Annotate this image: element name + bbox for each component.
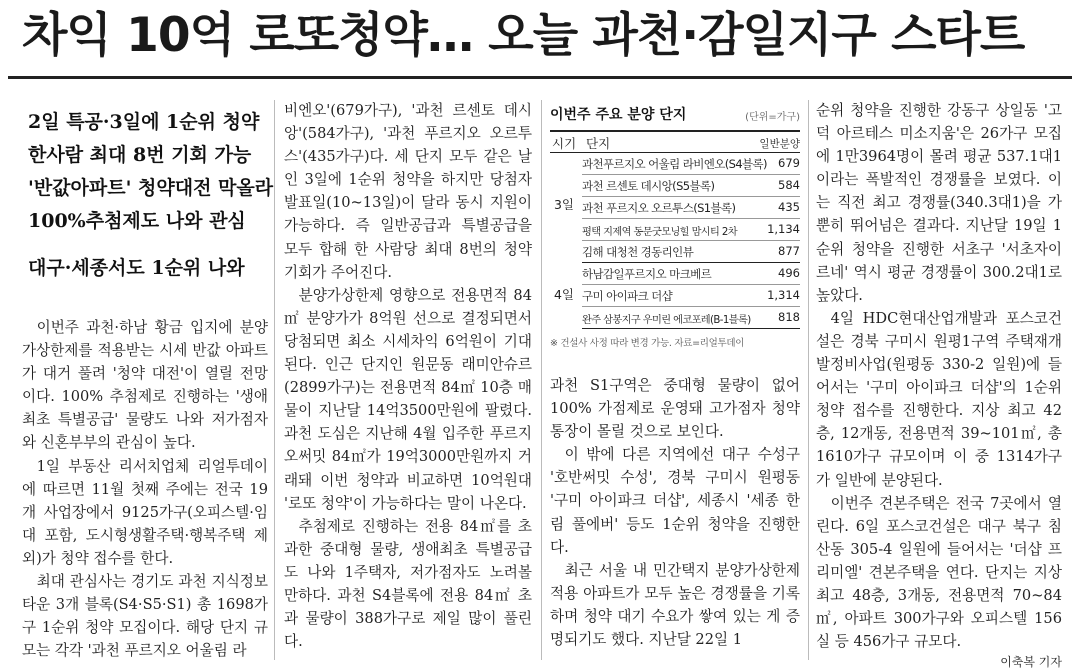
table-row <box>582 219 800 241</box>
paragraph: 이 밖에 다른 지역에선 대구 수성구 '호반써밋 수성', 경북 구미시 원평동 '구미 아이파크 더샵', 세종시 '세종 한림 풀에버' 등도 1순위 청약을 진행한다. <box>550 446 800 556</box>
row-count: 435 <box>778 200 800 214</box>
group-day: 4일 <box>553 287 575 302</box>
row-name: 과천 푸르지오 오르투스(S1블록) <box>582 201 736 215</box>
listings-table <box>550 104 800 349</box>
table-note: ※ 건설사 사정 따라 변경 가능. 자료=리얼투데이 <box>550 338 745 349</box>
column-divider <box>808 100 809 660</box>
paragraph: 1일 부동산 리서치업체 리얼투데이에 따르면 11월 첫째 주에는 전국 19개 사업장에서 9125가구(오피스텔·임대 포함, 도시형생활주택·행복주택 제외)가 청약 접수를 한다. <box>22 457 268 567</box>
row-count: 679 <box>778 156 800 170</box>
subhead-line: 2일 특공·3일에 1순위 청약 <box>28 111 260 133</box>
subhead-line: 대구·세종서도 1순위 나와 <box>28 257 245 279</box>
byline-wrap <box>816 651 1062 670</box>
paragraph: 최대 관심사는 경기도 과천 지식정보타운 3개 블록(S4·S5·S1) 총 1698가구 1순위 청약 모집이다. 해당 단지 규모는 각각 '과천 푸르지오 어울림 라 <box>22 573 268 660</box>
table-title: 이번주 주요 분양 단지 <box>550 107 687 123</box>
subheadlines <box>28 106 278 285</box>
row-name: 과천푸르지오 어울림 라비엔오(S4블록) <box>582 157 767 171</box>
table-row <box>582 175 800 197</box>
byline: 이축복 기자 <box>1000 655 1062 670</box>
column-divider <box>541 100 542 660</box>
table-row <box>582 285 800 307</box>
row-count: 1,134 <box>767 222 800 236</box>
table-header <box>550 132 800 153</box>
header-name: 단지 <box>586 136 611 151</box>
row-name: 김해 대청천 경동리인뷰 <box>582 245 694 259</box>
article-column-2 <box>284 99 532 653</box>
table-group <box>550 153 800 263</box>
table-row <box>582 153 800 175</box>
paragraph: 순위 청약을 진행한 강동구 상일동 '고덕 아르테스 미소지움'은 26가구 모집에 1만3964명이 몰려 평균 537.1대1이라는 폭발적인 경쟁률을 보였다. 이는 직전 최고 경쟁률(340.3대1)을 가뿐히 뛰어넘은 결과다. 지난달 19일 1순위 청약을 진행한 서초구 '서초자이르네' 역시 평균 경쟁률이 300.2대1로 높았다. <box>816 102 1062 304</box>
headline-rule <box>8 76 1072 79</box>
paragraph: 분양가상한제 영향으로 전용면적 84㎡ 분양가가 8억원 선으로 결정되면서 당첨되면 최소 시세차익 6억원이 기대된다. 인근 단지인 원문동 래미안슈르(2899가구)는 전용면적 84㎡ 10층 매물이 지난달 14억3500만원에 팔렸다. 과천 도심은 지난해 4월 입주한 푸르지오써밋 84㎡가 19억3000만원까지 거래돼 이번 청약과 비교하면 10억원대 '로또 청약'이 가능하다는 말이 나온다. <box>284 286 532 512</box>
paragraph: 4일 HDC현대산업개발과 포스코건설은 경북 구미시 원평1구역 주택재개발정비사업(원평동 330-2 일원)에 들어서는 '구미 아이파크 더샵'의 1순위 청약 접수를 진행한다. 지상 최고 42층, 12개동, 전용면적 39~101㎡, 총 1610가구 규모이며 이 중 1314가구가 일반에 분양된다. <box>816 309 1062 489</box>
row-count: 818 <box>778 310 800 324</box>
row-name: 과천 르센토 데시앙(S5블록) <box>582 179 715 193</box>
row-count: 496 <box>778 266 800 280</box>
row-name: 완주 삼봉지구 우미린 에코포레(B-1블록) <box>582 315 751 326</box>
paragraph: 이번주 과천·하남 황금 입지에 분양가상한제를 적용받는 시세 반값 아파트가 대거 풀려 '청약 대전'이 열릴 전망이다. 100% 추첨제로 진행하는 '생애최초 특별공급' 물량도 나와 저가점자와 신혼부부의 관심이 높다. <box>22 319 268 452</box>
table-row <box>582 307 800 329</box>
paragraph: 과천 S1구역은 중대형 물량이 없어 100% 가점제로 운영돼 고가점자 청약 통장이 몰릴 것으로 보인다. <box>550 377 800 441</box>
paragraph: 추첨제로 진행하는 전용 84㎡를 초과한 중대형 물량, 생애최초 특별공급도 나와 1주택자, 저가점자도 노려볼 만하다. 과천 S4블록에 전용 84㎡ 초과 물량이 388가구로 제일 많이 풀린다. <box>284 517 532 651</box>
paragraph: 비엔오'(679가구), '과천 르센토 데시앙'(584가구), '과천 푸르지오 오르투스'(435가구)다. 세 단지 모두 같은 날인 3일에 1순위 청약을 하지만 당첨자 발표일(10~13일)이 달라 동시 지원이 가능하다. 즉 일반공급과 특별공급을 모두 합해 한 사람당 최대 8번의 청약 기회가 주어진다. <box>284 102 532 281</box>
headline: 차익 10억 로또청약… 오늘 과천·감일지구 스타트 <box>22 8 1025 63</box>
table-unit: (단위=가구) <box>745 112 800 123</box>
header-day: 시기 <box>552 136 577 151</box>
subhead-line: '반값아파트' 청약대전 막올라 <box>28 177 274 199</box>
table-row <box>582 197 800 219</box>
table-row <box>582 263 800 285</box>
row-name: 하남감일푸르지오 마크베르 <box>582 267 712 281</box>
header-count: 일반분양 <box>759 138 800 150</box>
row-count: 877 <box>778 244 800 258</box>
row-count: 1,314 <box>767 288 800 302</box>
article-column-1 <box>22 316 268 662</box>
row-name: 평택 지제역 동문굿모닝힐 맘시티 2차 <box>582 227 738 238</box>
table-group <box>550 263 800 329</box>
subhead-line: 한사람 최대 8번 기회 가능 <box>28 144 252 166</box>
article-column-3 <box>550 374 800 651</box>
row-count: 584 <box>778 178 800 192</box>
subhead-line: 100%추첨제도 나와 관심 <box>28 210 246 232</box>
article-column-4 <box>816 99 1062 670</box>
paragraph: 이번주 견본주택은 전국 7곳에서 열린다. 6일 포스코건설은 대구 북구 침산동 305-4 일원에 들어서는 '더샵 프리미엘' 견본주택을 연다. 단지는 지상 최고 48층, 3개동, 전용면적 70~84㎡, 아파트 300가구와 오피스텔 156실 등 456가구 규모다. <box>816 494 1062 651</box>
table-row <box>582 241 800 263</box>
group-day: 3일 <box>553 197 575 212</box>
row-name: 구미 아이파크 더샵 <box>582 289 673 303</box>
paragraph: 최근 서울 내 민간택지 분양가상한제 적용 아파트가 모두 높은 경쟁률을 기록하며 청약 대기 수요가 쌓여 있는 게 증명되기도 했다. 지난달 22일 1 <box>550 561 800 649</box>
